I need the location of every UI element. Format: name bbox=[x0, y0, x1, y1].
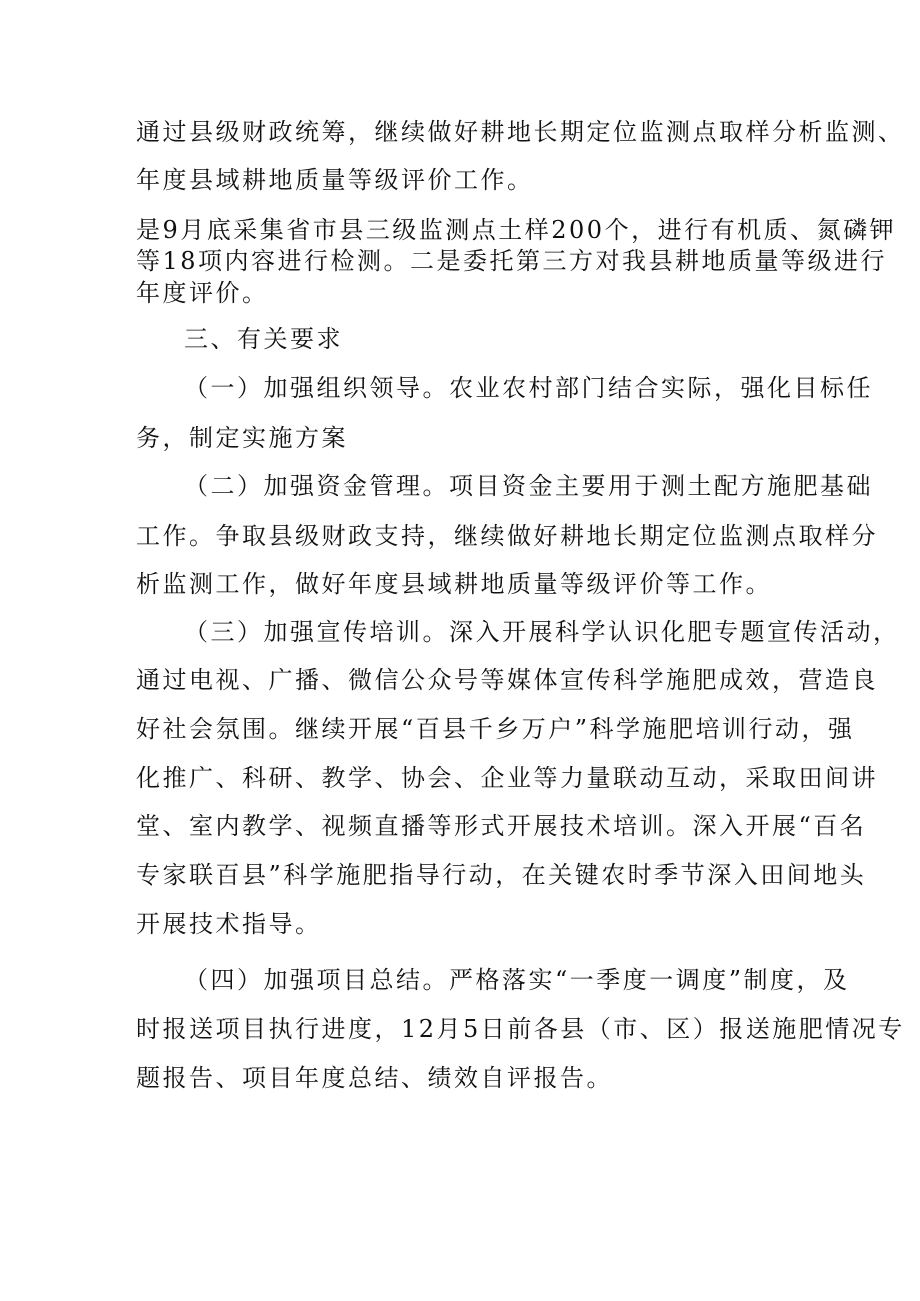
paragraph-7-line-1: （四）加强项目总结。严格落实“一季度一调度”制度，及 bbox=[184, 966, 850, 994]
paragraph-6-line-4: 化推广、科研、教学、协会、企业等力量联动互动，采取田间讲 bbox=[136, 764, 878, 792]
paragraph-6-line-2: 通过电视、广播、微信公众号等媒体宣传科学施肥成效，营造良 bbox=[136, 666, 878, 694]
paragraph-6-line-1: （三）加强宣传培训。深入开展科学认识化肥专题宣传活动， bbox=[184, 618, 900, 646]
paragraph-1-line-1: 通过县级财政统筹，继续做好耕地长期定位监测点取样分析监测、 bbox=[136, 118, 905, 146]
paragraph-2-line-1: 是9月底采集省市县三级监测点土样200个，进行有机质、氮磷钾 bbox=[136, 216, 897, 244]
paragraph-2-line-3: 年度评价。 bbox=[136, 279, 269, 307]
paragraph-5-line-2: 工作。争取县级财政支持，继续做好耕地长期定位监测点取样分 bbox=[136, 522, 878, 550]
paragraph-6-line-3: 好社会氛围。继续开展“百县千乡万户”科学施肥培训行动，强 bbox=[136, 715, 855, 743]
paragraph-1-line-2: 年度县域耕地质量等级评价工作。 bbox=[136, 166, 534, 194]
paragraph-5-line-3: 析监测工作，做好年度县域耕地质量等级评价等工作。 bbox=[136, 570, 772, 598]
paragraph-7-line-3: 题报告、项目年度总结、绩效自评报告。 bbox=[136, 1064, 613, 1092]
paragraph-6-line-7: 开展技术指导。 bbox=[136, 910, 322, 938]
paragraph-2-line-2: 等18项内容进行检测。二是委托第三方对我县耕地质量等级进行 bbox=[136, 247, 888, 275]
section-heading: 三、有关要求 bbox=[184, 325, 343, 353]
paragraph-6-line-6: 专家联百县”科学施肥指导行动，在关键农时季节深入田间地头 bbox=[136, 861, 867, 889]
paragraph-6-line-5: 堂、室内教学、视频直播等形式开展技术培训。深入开展“百名 bbox=[136, 812, 867, 840]
paragraph-4-line-1: （一）加强组织领导。农业农村部门结合实际，强化目标任 bbox=[184, 374, 873, 402]
paragraph-7-line-2: 时报送项目执行进度，12月5日前各县（市、区）报送施肥情况专 bbox=[136, 1015, 905, 1043]
paragraph-4-line-2: 务，制定实施方案 bbox=[136, 424, 348, 452]
paragraph-5-line-1: （二）加强资金管理。项目资金主要用于测土配方施肥基础 bbox=[184, 472, 873, 500]
